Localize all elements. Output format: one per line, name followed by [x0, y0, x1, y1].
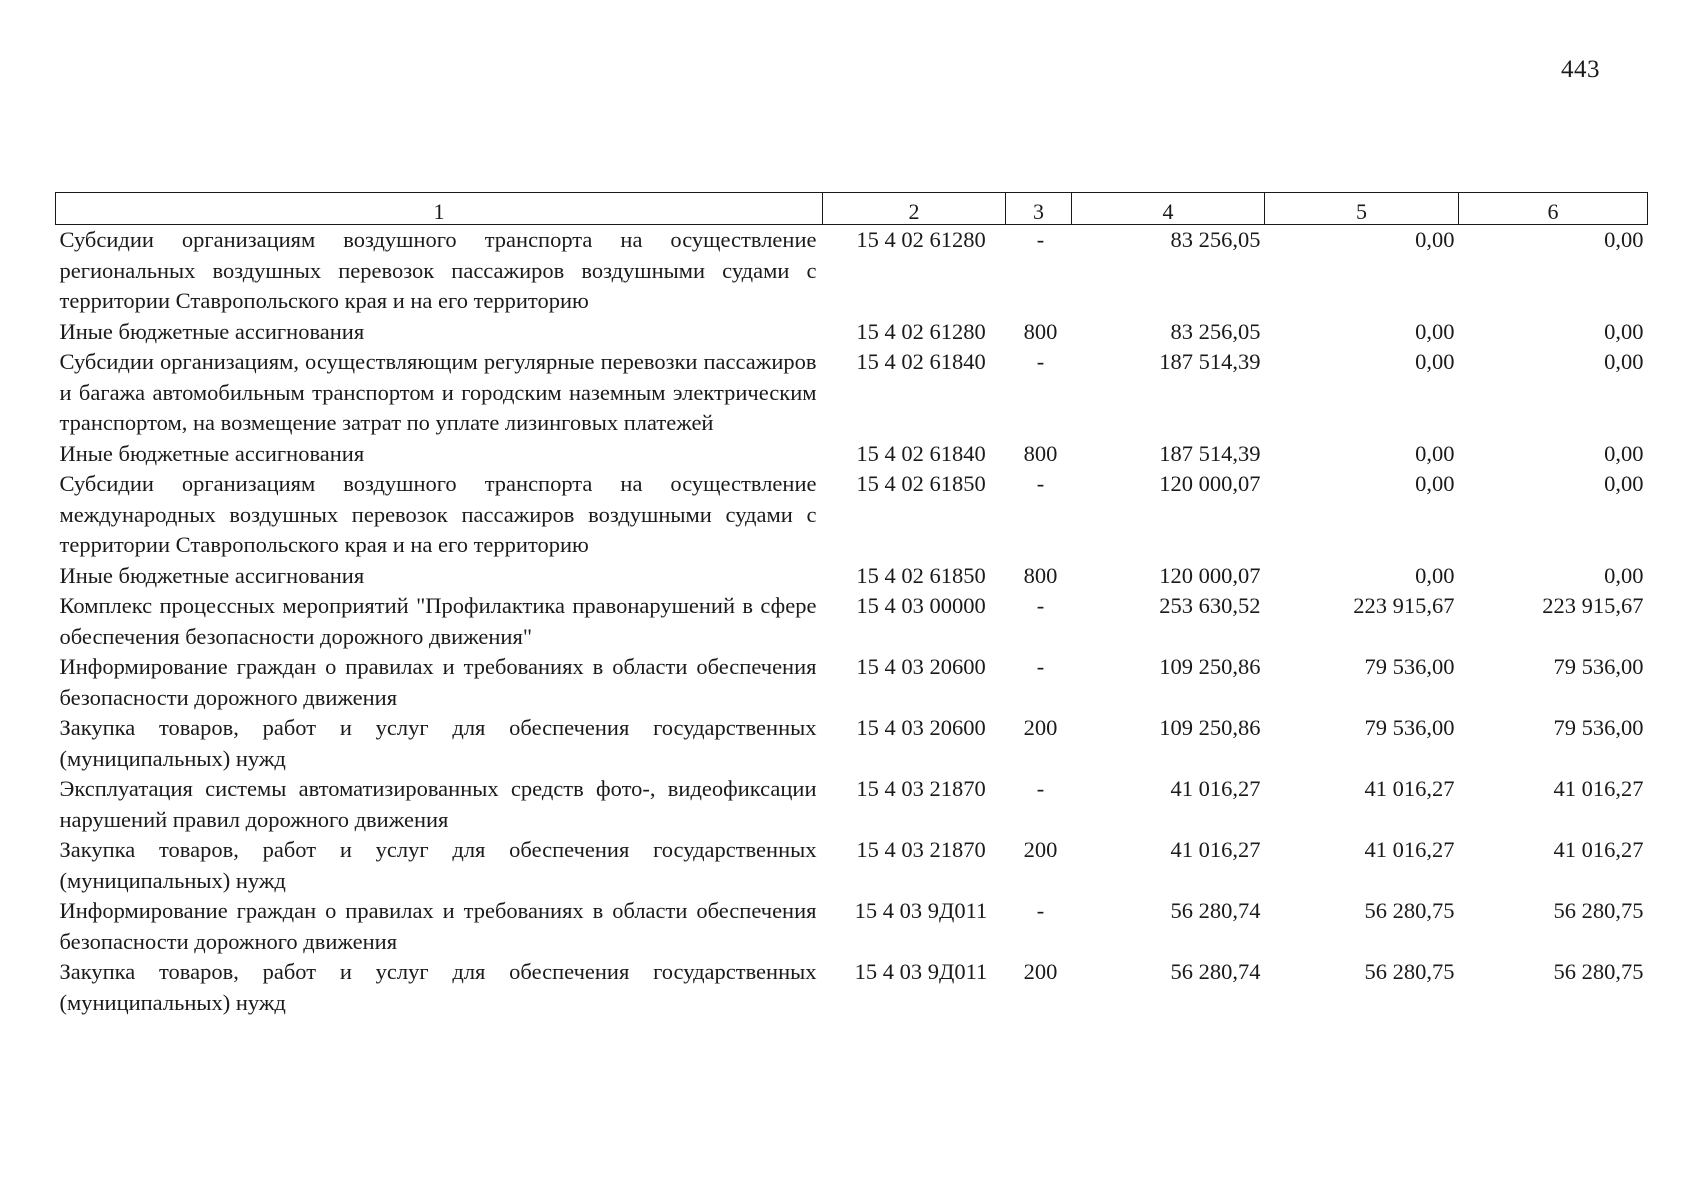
row-amount-col5: 0,00 — [1415, 562, 1455, 588]
table-row — [56, 896, 1648, 957]
row-code: 15 4 03 20600 — [856, 654, 986, 679]
column-header-5: 5 — [1265, 193, 1459, 225]
row-amount-col4: 41 016,27 — [1170, 837, 1261, 862]
row-amount-col4: 109 250,86 — [1159, 715, 1261, 740]
row-amount-col6: 79 536,00 — [1553, 715, 1644, 740]
row-amount-col6: 0,00 — [1604, 471, 1644, 496]
row-code: 15 4 02 61280 — [856, 227, 986, 252]
row-amount-col5: 56 280,75 — [1364, 898, 1455, 923]
row-amount-col5: 41 016,27 — [1364, 776, 1455, 801]
row-amount-col4: 83 256,05 — [1170, 318, 1261, 344]
row-amount-col5: 0,00 — [1415, 318, 1455, 344]
row-amount-col4: 120 000,07 — [1159, 471, 1261, 496]
table-row — [56, 957, 1648, 1018]
row-expense-type: - — [1036, 776, 1045, 801]
row-code: 15 4 02 61850 — [856, 562, 986, 588]
row-name: Эксплуатация системы автоматизированных средств фото-, видеофиксации нарушений правил дорожного движения — [59, 776, 817, 832]
row-name: Информирование граждан о правилах и требованиях в области обеспечения безопасности дорожного движения — [59, 654, 817, 710]
table-row — [56, 591, 1648, 652]
row-amount-col4: 41 016,27 — [1170, 776, 1261, 801]
row-amount-col5: 0,00 — [1415, 440, 1455, 466]
row-name: Иные бюджетные ассигнования — [59, 318, 365, 344]
column-header-1: 1 — [56, 193, 823, 225]
row-amount-col5: 56 280,75 — [1364, 959, 1455, 984]
row-name: Субсидии организациям, осуществляющим регулярные перевозки пассажиров и багажа автомобильным транспортом и городским наземным электрическим транспортом, на возмещение затрат по уплате лизинговых платежей — [59, 349, 817, 435]
table-row — [56, 225, 1648, 317]
row-amount-col5: 0,00 — [1415, 227, 1455, 252]
row-amount-col4: 253 630,52 — [1159, 593, 1261, 618]
row-amount-col6: 0,00 — [1604, 227, 1644, 252]
row-expense-type: - — [1036, 471, 1045, 496]
row-expense-type: 800 — [1023, 318, 1058, 344]
row-code: 15 4 03 21870 — [856, 837, 986, 862]
column-header-3: 3 — [1006, 193, 1072, 225]
column-header-4: 4 — [1072, 193, 1265, 225]
table-row — [56, 469, 1648, 561]
row-amount-col4: 56 280,74 — [1170, 898, 1261, 923]
table-body — [56, 225, 1648, 1019]
row-name: Закупка товаров, работ и услуг для обеспечения государственных (муниципальных) нужд — [59, 837, 817, 893]
row-code: 15 4 03 9Д011 — [854, 898, 988, 923]
row-amount-col5: 0,00 — [1415, 349, 1455, 374]
row-amount-col6: 41 016,27 — [1553, 776, 1644, 801]
table-header — [56, 193, 1648, 225]
row-code: 15 4 03 9Д011 — [854, 959, 988, 984]
row-amount-col6: 0,00 — [1604, 318, 1644, 344]
row-expense-type: - — [1036, 593, 1045, 618]
row-code: 15 4 03 00000 — [856, 593, 986, 618]
row-amount-col4: 109 250,86 — [1159, 654, 1261, 679]
column-header-2: 2 — [823, 193, 1006, 225]
table-row — [56, 561, 1648, 592]
row-amount-col6: 0,00 — [1604, 440, 1644, 466]
row-name: Иные бюджетные ассигнования — [59, 562, 365, 588]
page-number: 443 — [1561, 56, 1600, 83]
row-code: 15 4 02 61850 — [856, 471, 986, 496]
row-amount-col4: 187 514,39 — [1159, 440, 1261, 466]
row-expense-type: - — [1036, 654, 1045, 679]
row-amount-col5: 79 536,00 — [1364, 715, 1455, 740]
table-row — [56, 713, 1648, 774]
row-expense-type: - — [1036, 898, 1045, 923]
table-row — [56, 835, 1648, 896]
column-header-6: 6 — [1459, 193, 1648, 225]
row-amount-col6: 0,00 — [1604, 349, 1644, 374]
table-row — [56, 774, 1648, 835]
row-name: Информирование граждан о правилах и требованиях в области обеспечения безопасности дорожного движения — [59, 898, 817, 954]
row-amount-col5: 41 016,27 — [1364, 837, 1455, 862]
row-amount-col4: 83 256,05 — [1170, 227, 1261, 252]
row-name: Закупка товаров, работ и услуг для обеспечения государственных (муниципальных) нужд — [59, 715, 817, 771]
row-amount-col6: 56 280,75 — [1553, 959, 1644, 984]
row-amount-col6: 79 536,00 — [1553, 654, 1644, 679]
row-expense-type: 200 — [1023, 837, 1058, 862]
row-amount-col4: 56 280,74 — [1170, 959, 1261, 984]
row-amount-col6: 0,00 — [1604, 562, 1644, 588]
row-code: 15 4 02 61840 — [856, 440, 986, 466]
header-row — [56, 193, 1648, 225]
budget-table — [55, 192, 1648, 1018]
row-amount-col5: 223 915,67 — [1353, 593, 1455, 618]
row-expense-type: 800 — [1023, 440, 1058, 466]
table-row — [56, 317, 1648, 348]
row-code: 15 4 03 21870 — [856, 776, 986, 801]
row-code: 15 4 03 20600 — [856, 715, 986, 740]
table-row — [56, 347, 1648, 439]
row-amount-col6: 56 280,75 — [1553, 898, 1644, 923]
row-amount-col5: 79 536,00 — [1364, 654, 1455, 679]
row-amount-col6: 41 016,27 — [1553, 837, 1644, 862]
table-row — [56, 439, 1648, 470]
row-name: Субсидии организациям воздушного транспорта на осуществление международных воздушных перевозок пассажиров воздушными судами с территории Ставропольского края и на его территорию — [59, 471, 817, 557]
table-row — [56, 652, 1648, 713]
row-amount-col5: 0,00 — [1415, 471, 1455, 496]
row-expense-type: - — [1036, 349, 1045, 374]
row-amount-col4: 187 514,39 — [1159, 349, 1261, 374]
row-expense-type: 800 — [1023, 562, 1058, 588]
row-amount-col6: 223 915,67 — [1542, 593, 1644, 618]
row-amount-col4: 120 000,07 — [1159, 562, 1261, 588]
row-name: Субсидии организациям воздушного транспорта на осуществление региональных воздушных перевозок пассажиров воздушными судами с территории Ставропольского края и на его территорию — [59, 227, 817, 313]
row-expense-type: - — [1036, 227, 1045, 252]
row-name: Закупка товаров, работ и услуг для обеспечения государственных (муниципальных) нужд — [59, 959, 817, 1015]
row-code: 15 4 02 61840 — [856, 349, 986, 374]
row-name: Комплекс процессных мероприятий "Профилактика правонарушений в сфере обеспечения безопасности дорожного движения" — [59, 593, 817, 649]
row-code: 15 4 02 61280 — [856, 318, 986, 344]
row-expense-type: 200 — [1023, 715, 1058, 740]
row-expense-type: 200 — [1023, 959, 1058, 984]
row-name: Иные бюджетные ассигнования — [59, 440, 365, 466]
